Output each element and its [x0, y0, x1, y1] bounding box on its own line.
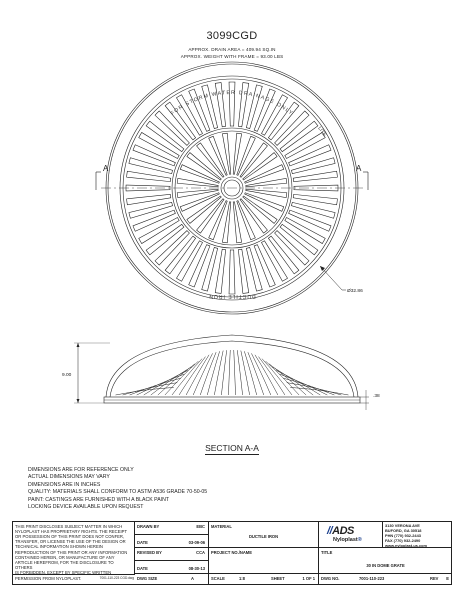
diameter-label: Ø32.86: [347, 289, 363, 294]
grate-slot: [243, 153, 277, 180]
section-marker-right: A: [356, 164, 362, 173]
grate-slot: [133, 145, 175, 166]
ring-text-right: LITE: [316, 125, 328, 138]
dome-outline: [106, 335, 358, 397]
disclaimer: THIS PRINT DISCLOSES SUBJECT MATTER IN WHICH NYLOPLAST HAS PROPRIETARY RIGHTS. THE RECEIPT OR POSSESSION OF THIS PRINT DOES NOT CONFER, TRANSFER, OR LICENSE THE USE OF THE DESIGN OR TECHNICAL INFORMATION SHOWN HEREIN REPRODUCTION OF THIS PRINT OR ANY INFORMATION CONTAINED HEREIN, OR MANUFACTURE OF ANY ARTICLE HEREFROM, FOR THE DISCLOSURE TO OTHERS IS FORBIDDEN, EXCEPT BY SPECIFIC WRITTEN PERMISSION FROM NYLOPLAST. 7001-110-223 CGD.dwg: [15, 523, 134, 581]
dome-rib: [221, 350, 226, 395]
grate-slot: [189, 245, 210, 287]
dome-rib: [255, 355, 278, 395]
logo-cell: [319, 522, 383, 548]
dome-rib: [244, 351, 256, 395]
grate-slot: [229, 250, 235, 294]
dome-rib: [186, 355, 209, 395]
grate-slot: [246, 189, 287, 197]
grate-slot: [289, 145, 331, 166]
material-cell: MATERIAL DUCTILE IRON: [209, 522, 319, 548]
note-line: ACTUAL DIMENSIONS MAY VARY: [28, 474, 110, 481]
grate-slot: [237, 201, 256, 240]
drawing-title: 3099CGD: [206, 30, 258, 42]
grate-slot: [222, 202, 230, 243]
note-line: DIMENSIONS ARE IN INCHES: [28, 481, 101, 488]
grate-slot: [293, 171, 337, 181]
date-cell: DATE 03-09-06: [135, 535, 209, 548]
grate-slot: [155, 111, 189, 145]
grate-slot: [240, 199, 267, 233]
grate-slot: [180, 193, 219, 212]
grate-slot: [129, 158, 173, 174]
dome-rib: [234, 350, 236, 395]
note-line: PAINT: CASTINGS ARE FURNISHED WITH A BLACK PAINT: [28, 496, 170, 503]
grate-slot: [291, 158, 335, 174]
grate-slot: [254, 245, 275, 287]
grate-slot: [291, 202, 335, 218]
svg-text:FOR STORM WATER DRAINAGE ONLY: [170, 90, 295, 117]
grate-slot: [233, 202, 241, 243]
grate-slot: [209, 136, 228, 175]
grate-slot: [187, 153, 221, 180]
section-marker-left: A: [103, 164, 109, 173]
grate-slot: [293, 194, 337, 204]
grate-slot: [155, 231, 189, 265]
section-title: SECTION A-A: [205, 443, 259, 453]
dome-ribs: [116, 350, 349, 395]
drawn-by-cell: DRAWN BY EBC: [135, 522, 209, 535]
grate-slot: [275, 231, 309, 265]
grate-slot: [233, 133, 241, 174]
grate-slot: [209, 201, 228, 240]
grate-slot: [238, 249, 248, 293]
file-reference: 7001-110-223 CGD.dwg: [99, 575, 134, 580]
grate-slot: [127, 171, 171, 181]
title-block: [12, 521, 452, 585]
grate-slot: [243, 196, 277, 223]
height-label: 9.00: [62, 373, 72, 378]
note-line: QUALITY: MATERIALS SHALL CONFORM TO ASTM A536 GRADE 70-50-05: [28, 489, 208, 496]
notes-block: [28, 467, 207, 511]
dome-rib: [165, 361, 199, 395]
grate-slot: [127, 194, 171, 204]
dwg-number-cell: DWG NO. 7001-110-223 REV E: [321, 576, 449, 581]
grate-slot: [197, 199, 224, 233]
grate-slot: [180, 165, 219, 184]
project-cell: PROJECT NO./NAME: [209, 548, 319, 574]
grate-slot: [289, 210, 331, 231]
grate-slot: [177, 178, 218, 186]
nyloplast-logo: Nyloplast®: [333, 537, 362, 543]
section-view: [104, 335, 360, 403]
grate-slot: [215, 83, 225, 127]
drawing-name: 30 IN DOME GRATE: [366, 563, 405, 568]
grate-slot: [215, 249, 225, 293]
dwg-size-cell: DWG SIZE A: [135, 574, 209, 585]
ring-text-top: FOR STORM WATER DRAINAGE ONLY: [169, 89, 295, 118]
scale-sheet-cell: SCALE 1:8 SHEET 1 OF 1: [209, 574, 319, 585]
drain-area-text: APPROX. DRAIN AREA = 409.94 SQ.IN: [188, 47, 276, 52]
title-cell: TITLE 30 IN DOME GRATE: [319, 548, 452, 574]
grate-slot: [245, 193, 284, 212]
weight-text: APPROX. WEIGHT WITH FRAME = 93.00 LBS: [180, 54, 284, 59]
grate-slot: [177, 189, 218, 197]
grate-slot: [133, 210, 175, 231]
address-cell: 3130 VERONA AVE BUFORD, GA 30518 PHN (770) 932-2443 FAX (770) 932-2490 www.nyloplast-us.com: [383, 522, 452, 548]
grate-slot: [238, 83, 248, 127]
grate-slot: [202, 247, 218, 291]
ads-logo: //ADS: [327, 525, 354, 537]
grate-slot: [222, 133, 230, 174]
grate-slot: [197, 143, 224, 177]
grate-slot: [187, 196, 221, 223]
dome-rib: [214, 351, 223, 395]
dome-rib: [193, 353, 212, 395]
dome-rib: [266, 361, 300, 395]
note-line: DIMENSIONS ARE FOR REFERENCE ONLY: [28, 467, 134, 473]
ring-text-bottom: DUCTILE IRON: [208, 293, 256, 299]
lip-label: .38: [373, 394, 380, 399]
grate-slot: [229, 82, 235, 126]
note-line: LOCKING DEVICE AVAILABLE UPON REQUEST: [28, 504, 144, 511]
grate-slot: [275, 111, 309, 145]
grate-slot: [237, 136, 256, 175]
grate-slot: [245, 165, 284, 184]
dome-rib: [237, 350, 242, 395]
grate-slot: [129, 202, 173, 218]
grate-slot: [246, 247, 262, 291]
dome-rib: [251, 353, 270, 395]
revision-date-cell: DATE 08-30-13: [135, 561, 209, 574]
grate-slot: [246, 178, 287, 186]
revised-by-cell: REVISED BY CCA: [135, 548, 209, 561]
dome-rib: [207, 351, 219, 395]
dome-rib: [241, 351, 250, 395]
grate-slot: [240, 143, 267, 177]
dome-rib: [228, 350, 230, 395]
